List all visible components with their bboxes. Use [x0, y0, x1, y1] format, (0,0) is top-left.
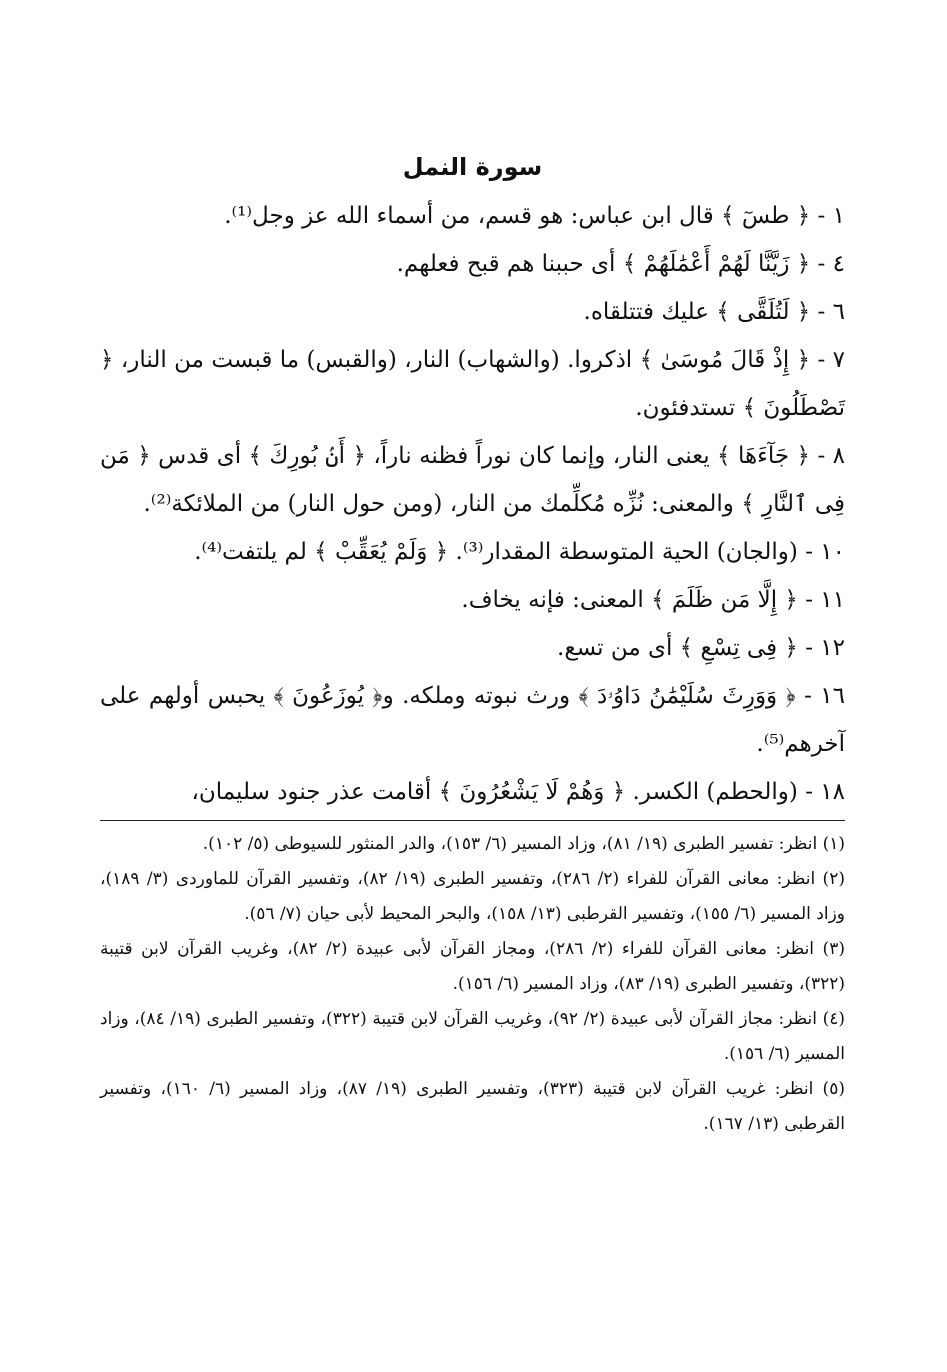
entry-verse-8: ٨ - ﴿ جَآءَهَا ﴾ يعنى النار، وإنما كان نوراً فظنه ناراً، ﴿ أَنۢ بُورِكَ ﴾ أى قدس ﴿ مَن فِى ٱلنَّارِ ﴾ والمعنى: نُزِّه مُكلِّمك من النار، (ومن حول النار) من الملائكة⁽²⁾. — [100, 443, 845, 517]
footnote-3: (٣) انظر: معانى القرآن للفراء (٢/ ٢٨٦)، ومجاز القرآن لأبى عبيدة (٢/ ٨٢)، وغريب القرآن لابن قتيبة (٣٢٢)، وتفسير الطبرى (١٩/ ٨٣)، وزاد المسير (٦/ ١٥٦). — [100, 939, 845, 994]
entry-verse-4: ٤ - ﴿ زَيَّنَّا لَهُمْ أَعْمَٰلَهُمْ ﴾ أى حببنا هم قبح فعلهم. — [396, 251, 845, 277]
entry-verse-7: ٧ - ﴿ إِذْ قَالَ مُوسَىٰ ﴾ اذكروا. (والشهاب) النار، (والقبس) ما قبست من النار، ﴿ تَصْطَلُونَ ﴾ تستدفئون. — [100, 347, 845, 421]
entry-verse-12: ١٢ - ﴿ فِى تِسْعِ ﴾ أى من تسع. — [557, 635, 845, 661]
footnote-2: (٢) انظر: معانى القرآن للفراء (٢/ ٢٨٦)، وتفسير الطبرى (١٩/ ٨٢)، وتفسير القرآن للماوردى (٣/ ١٨٩)، وزاد المسير (٦/ ١٥٥)، وتفسير القرطبى (١٣/ ١٥٨)، والبحر المحيط لأبى حيان (٧/ ٥٦). — [100, 869, 845, 924]
footnote-4: (٤) انظر: مجاز القرآن لأبى عبيدة (٢/ ٩٢)، وغريب القرآن لابن قتيبة (٣٢٢)، وتفسير الطبرى (١٩/ ٨٤)، وزاد المسير (٦/ ١٥٦). — [100, 1009, 845, 1064]
entry-verse-16: ١٦ - ﴿ وَوَرِثَ سُلَيْمَٰنُ دَاوُۥدَ ﴾ ورث نبوته وملكه. و﴿ يُوزَعُونَ ﴾ يحبس أولهم على آخرهم⁽⁵⁾. — [100, 683, 845, 757]
page — [100, 150, 845, 1332]
surah-title: سورة النمل — [402, 153, 543, 181]
footnotes — [100, 820, 845, 1142]
footnote-5: (٥) انظر: غريب القرآن لابن قتيبة (٣٢٣)، وتفسير الطبرى (١٩/ ٨٧)، وزاد المسير (٦/ ١٦٠)، وتفسير القرطبى (١٣/ ١٦٧). — [100, 1079, 845, 1134]
entry-verse-11: ١١ - ﴿ إِلَّا مَن ظَلَمَ ﴾ المعنى: فإنه يخاف. — [461, 587, 845, 613]
entry-verse-1: ١ - ﴿ طسٓ ﴾ قال ابن عباس: هو قسم، من أسماء الله عز وجل⁽¹⁾. — [224, 203, 845, 229]
entry-verse-18: ١٨ - (والحطم) الكسر. ﴿ وَهُمْ لَا يَشْعُرُونَ ﴾ أقامت عذر جنود سليمان، — [191, 779, 845, 805]
footnote-1: (١) انظر: تفسير الطبرى (١٩/ ٨١)، وزاد المسير (٦/ ١٥٣)، والدر المنثور للسيوطى (٥/ ١٠٢). — [202, 834, 845, 854]
entry-verse-6: ٦ - ﴿ لَتُلَقَّى ﴾ عليك فتتلقاه. — [583, 299, 845, 325]
commentary-entries — [100, 192, 845, 816]
entry-verse-10: ١٠ - (والجان) الحية المتوسطة المقدار⁽³⁾. ﴿ وَلَمْ يُعَقِّبْ ﴾ لم يلتفت⁽⁴⁾. — [194, 539, 845, 565]
